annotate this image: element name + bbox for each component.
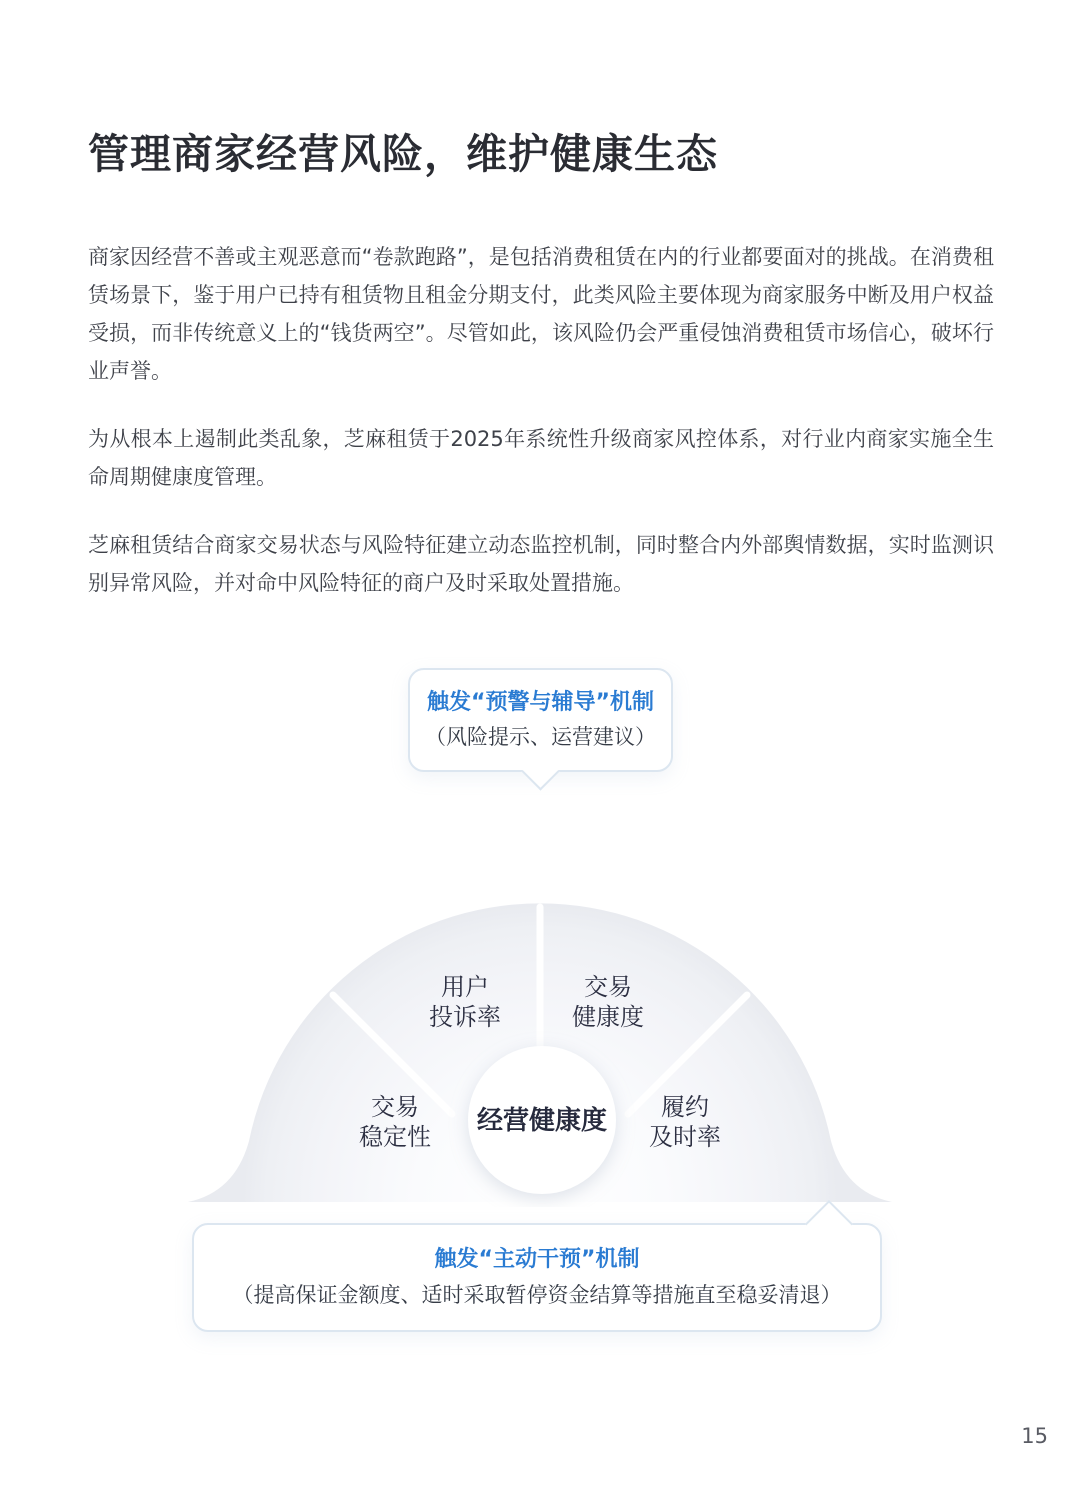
gauge-segment-transaction-health: 交易 健康度 [572, 973, 644, 1031]
warning-coaching-callout-title: 触发“预警与辅导”机制 [427, 689, 654, 715]
paragraph-3: 芝麻租赁结合商家交易状态与风险特征建立动态监控机制，同时整合内外部舆情数据，实时监测识别异常风险，并对命中风险特征的商户及时采取处置措施。 [88, 533, 994, 595]
gauge-center-label: 经营健康度 [476, 1106, 607, 1136]
warning-coaching-callout [408, 668, 673, 772]
callout-tail-down [521, 752, 559, 790]
warning-coaching-callout-subtitle: （风险提示、运营建议） [425, 725, 656, 750]
callout-tail-up [805, 1200, 853, 1248]
paragraph-1: 商家因经营不善或主观恶意而“卷款跑路”，是包括消费租赁在内的行业都要面对的挑战。在消费租赁场景下，鉴于用户已持有租赁物且租金分期支付，此类风险主要体现为商家服务中断及用户权益受损，而非传统意义上的“钱货两空”。尽管如此，该风险仍会严重侵蚀消费租赁市场信心，破坏行业声誉。 [88, 245, 994, 383]
active-intervention-callout [192, 1223, 882, 1332]
gauge-segment-transaction-stability: 交易 稳定性 [359, 1093, 431, 1151]
active-intervention-callout-title: 触发“主动干预”机制 [434, 1247, 640, 1273]
gauge-segment-user-complaint-rate: 用户 投诉率 [429, 973, 501, 1031]
page-number: 15 [1021, 1424, 1048, 1448]
gauge-graphic [180, 895, 900, 1207]
active-intervention-callout-subtitle: （提高保证金额度、适时采取暂停资金结算等措施直至稳妥清退） [232, 1282, 842, 1307]
gauge-segment-fulfillment-timeliness: 履约 及时率 [649, 1093, 721, 1151]
paragraph-2: 为从根本上遏制此类乱象，芝麻租赁于2025年系统性升级商家风控体系，对行业内商家实施全生命周期健康度管理。 [88, 427, 994, 489]
health-score-gauge [180, 895, 900, 1207]
page-title: 管理商家经营风险，维护健康生态 [88, 130, 718, 178]
